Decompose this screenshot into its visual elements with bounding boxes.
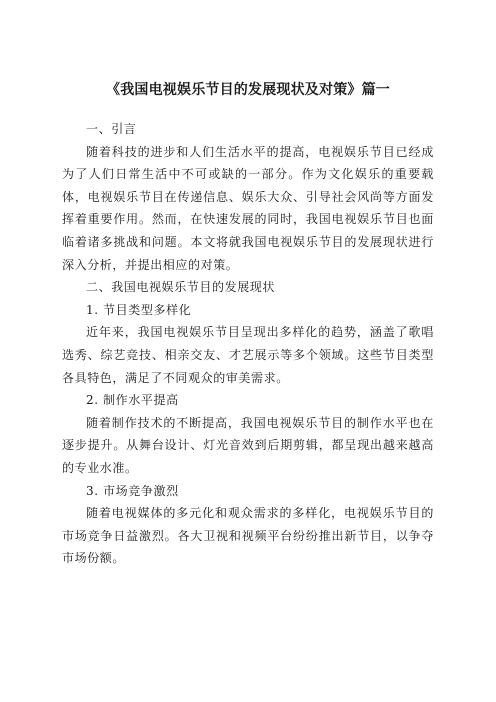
section-heading-intro: 一、引言 bbox=[86, 122, 137, 136]
paragraph-market-competition: 随着电视媒体的多元化和观众需求的多样化，电视娱乐节目的市场竞争日益激烈。各大卫视和视频平台纷纷推出新节目，以争夺市场份额。 bbox=[62, 506, 434, 566]
paragraph-program-types: 近年来，我国电视娱乐节目呈现出多样化的趋势，涵盖了歌唱选秀、综艺竞技、相亲交友、才艺展示等多个领域。这些节目类型各具特色，满足了不同观众的审美需求。 bbox=[62, 325, 434, 385]
subheading-production-level: 2. 制作水平提高 bbox=[86, 393, 179, 408]
paragraph-intro: 随着科技的进步和人们生活水平的提高，电视娱乐节目已经成为了人们日常生活中不可或缺的一部分。作为文化娱乐的重要载体，电视娱乐节目在传递信息、娱乐大众、引导社会风尚等方面发挥着重要作用。然而，在快速发展的同时，我国电视娱乐节目也面临着诸多挑战和问题。本文将就我国电视娱乐节目的发展现状进行深入分析，并提出相应的对策。 bbox=[62, 144, 434, 272]
section-heading-status: 二、我国电视娱乐节目的发展现状 bbox=[86, 280, 276, 295]
subheading-market-competition: 3. 市场竞争激烈 bbox=[86, 483, 179, 498]
subheading-program-types: 1. 节目类型多样化 bbox=[86, 302, 192, 317]
paragraph-production-level: 随着制作技术的不断提高，我国电视娱乐节目的制作水平也在逐步提升。从舞台设计、灯光音效到后期剪辑，都呈现出越来越高的专业水准。 bbox=[62, 415, 434, 475]
document-page bbox=[62, 80, 434, 570]
document-title: 《我国电视娱乐节目的发展现状及对策》篇一 bbox=[106, 82, 390, 98]
